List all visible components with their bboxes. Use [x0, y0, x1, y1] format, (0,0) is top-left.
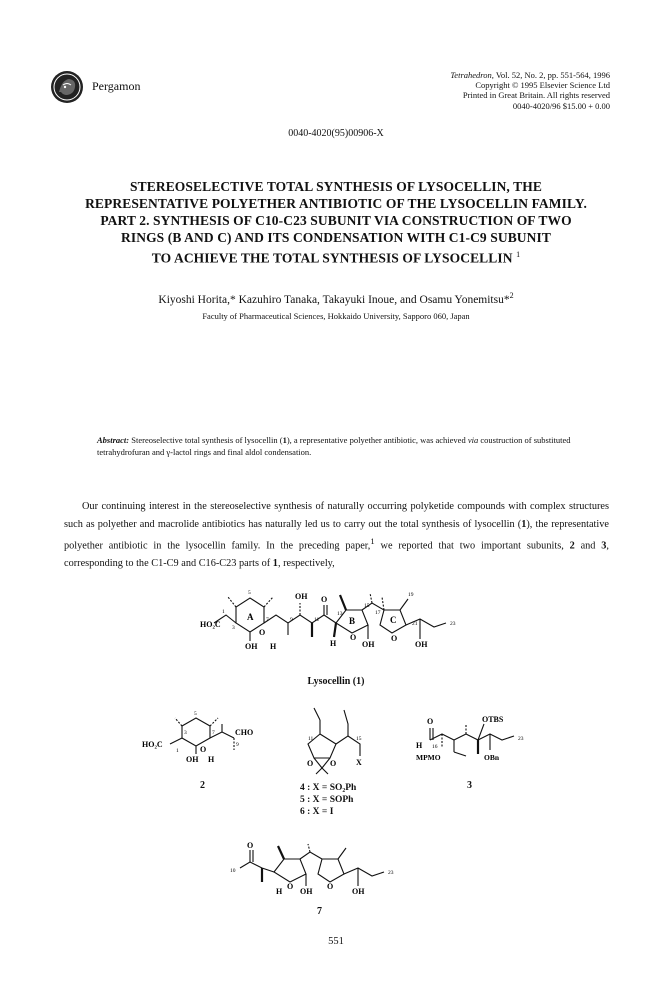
oxygen-label: O	[307, 759, 314, 768]
ring-c-label: C	[390, 615, 397, 625]
oh-label: OH	[300, 887, 313, 896]
atom-number: 5	[194, 711, 197, 717]
cho-label: CHO	[235, 728, 254, 737]
ring-b-label: B	[349, 616, 356, 626]
atom-number: 9	[236, 742, 239, 748]
title-line: RINGS (B AND C) AND ITS CONDENSATION WITH C1-C9 SUBUNIT	[121, 230, 551, 245]
issn-price: 0040-4020/96 $15.00 + 0.00	[512, 100, 610, 111]
x-label: X	[356, 758, 362, 767]
author-names: Kiyoshi Horita,* Kazuhiro Tanaka, Takayuki Inoue, and Osamu Yonemitsu*	[158, 293, 510, 306]
lysocellin-caption: Lysocellin (1)	[307, 676, 365, 687]
body-text: Our continuing interest in the stereoselective synthesis of naturally occurring polyketide compounds with complex structures such as polyether and macrolide antibiotics has naturally led us to carry out the total synthesis of lysocellin (	[64, 501, 609, 530]
atom-number: 17	[375, 610, 381, 616]
compound-ref: 1	[282, 435, 287, 445]
compound-3-structure	[410, 710, 540, 772]
atom-number: 1	[222, 609, 225, 615]
compound-ref: 2	[569, 540, 575, 552]
atom-number: 19	[408, 592, 414, 598]
atom-number: 16	[432, 744, 438, 750]
atom-number: 10	[230, 868, 236, 874]
ho2c-label: HO₂C	[142, 740, 163, 749]
affiliation: Faculty of Pharmaceutical Sciences, Hokkaido University, Sapporo 060, Japan	[202, 311, 470, 321]
h-label: H	[330, 639, 337, 648]
oxygen-label: O	[427, 717, 434, 726]
atom-number: 23	[518, 736, 524, 742]
compound-2-structure	[142, 710, 272, 772]
h-label: H	[270, 642, 277, 651]
oxygen-label: O	[259, 628, 266, 637]
oh-label: OH	[362, 640, 375, 649]
atom-number: 11	[314, 617, 320, 623]
abstract-text: ), a representative polyether antibiotic, was achieved	[286, 435, 468, 445]
atom-number: 7	[212, 730, 215, 736]
oxygen-label: O	[391, 634, 398, 643]
title-line: PART 2. SYNTHESIS OF C10-C23 SUBUNIT VIA CONSTRUCTION OF TWO	[100, 213, 572, 228]
body-text: we reported that two important subunits,	[374, 540, 570, 552]
oh-label: OH	[245, 642, 258, 651]
publisher-name: Pergamon	[92, 79, 141, 93]
abstract-text: Stereoselective total synthesis of lysocellin (	[131, 435, 283, 445]
compound-7-structure	[230, 842, 410, 902]
atom-number: 23	[450, 621, 456, 627]
obn-label: OBn	[484, 753, 500, 762]
compound-ref: 3	[601, 540, 607, 552]
journal-name: Tetrahedron,	[450, 70, 494, 80]
abstract-text: coustruction of substituted tetrahydrofuran and γ-lactol rings and final aldol condensation.	[97, 435, 571, 457]
journal-info	[450, 70, 610, 111]
atom-number: 15	[356, 736, 362, 742]
lysocellin-structure	[200, 583, 490, 663]
body-paragraph	[64, 498, 609, 572]
h-label: H	[208, 755, 215, 764]
title-line: TO ACHIEVE THE TOTAL SYNTHESIS OF LYSOCELLIN	[151, 250, 513, 266]
atom-number: 21	[412, 621, 418, 627]
oxygen-label: O	[200, 745, 207, 754]
keto-o-label: O	[321, 595, 328, 604]
title-line: REPRESENTATIVE POLYETHER ANTIBIOTIC OF THE LYSOCELLIN FAMILY.	[85, 196, 587, 211]
compound-3-number: 3	[467, 780, 472, 791]
oh-label: OH	[352, 887, 365, 896]
ring-a-label: A	[247, 612, 254, 622]
author-footnote-mark: 2	[509, 291, 514, 300]
oxygen-label: O	[287, 882, 294, 891]
oh-label: OH	[186, 755, 199, 764]
reference-mark: 1	[370, 536, 375, 546]
keto-o-label: O	[247, 842, 254, 850]
compound-entry: 6 : X = I	[300, 807, 334, 817]
atom-number: 1	[176, 748, 179, 754]
abstract	[97, 435, 577, 458]
title-footnote-mark: 1	[516, 250, 521, 259]
abstract-via: via	[467, 435, 479, 445]
compound-2-number: 2	[200, 780, 205, 791]
compound-entry: 4 : X = SO₂Ph	[300, 783, 357, 793]
volume-pages: Vol. 52, No. 2, pp. 551-564, 1996	[495, 70, 610, 80]
pergamon-logo	[50, 70, 84, 104]
atom-number: 15	[364, 603, 370, 609]
compound-ref: 1	[521, 518, 527, 530]
oxygen-label: O	[330, 759, 337, 768]
copyright-line: Copyright © 1995 Elsevier Science Ltd	[475, 80, 610, 91]
page-number: 551	[328, 936, 344, 947]
abstract-label: Abstract:	[97, 435, 130, 445]
body-text: ), the representative polyether antibiotic in the lysocellin family. In the preceding paper,	[64, 518, 609, 552]
doi: 0040-4020(95)00906-X	[288, 128, 384, 139]
atom-number: 13	[337, 611, 343, 617]
printed-line: Printed in Great Britain. All rights reserved	[462, 90, 610, 101]
body-text: and	[574, 540, 602, 552]
atom-number: 9	[290, 617, 293, 623]
mpmo-label: MPMO	[416, 753, 441, 762]
oxygen-label: O	[327, 882, 334, 891]
body-text: , corresponding to the C1-C9 and C16-C23 parts of	[64, 540, 609, 569]
oh-label: OH	[415, 640, 428, 649]
otbs-label: OTBS	[482, 715, 504, 724]
atom-number: 5	[248, 590, 251, 596]
compound-ref: 1	[272, 557, 278, 569]
paper-title	[58, 178, 614, 267]
h-label: H	[416, 741, 423, 750]
compound-456-key	[300, 782, 356, 818]
authors	[0, 291, 672, 306]
atom-number: 11	[308, 736, 314, 742]
compound-entry: 5 : X = SOPh	[300, 795, 354, 805]
oh-label: OH	[295, 592, 308, 601]
atom-number: 23	[388, 870, 394, 876]
atom-number: 3	[184, 730, 187, 736]
ho2c-label: HO₂C	[200, 620, 221, 629]
compound-456-structure	[290, 700, 390, 778]
oxygen-label: O	[350, 633, 357, 642]
atom-number: 7	[266, 617, 269, 623]
title-line: STEREOSELECTIVE TOTAL SYNTHESIS OF LYSOCELLIN, THE	[130, 179, 542, 194]
compound-7-number: 7	[317, 906, 322, 917]
body-text: , respectively,	[277, 557, 335, 569]
atom-number: 3	[232, 625, 235, 631]
h-label: H	[276, 887, 283, 896]
